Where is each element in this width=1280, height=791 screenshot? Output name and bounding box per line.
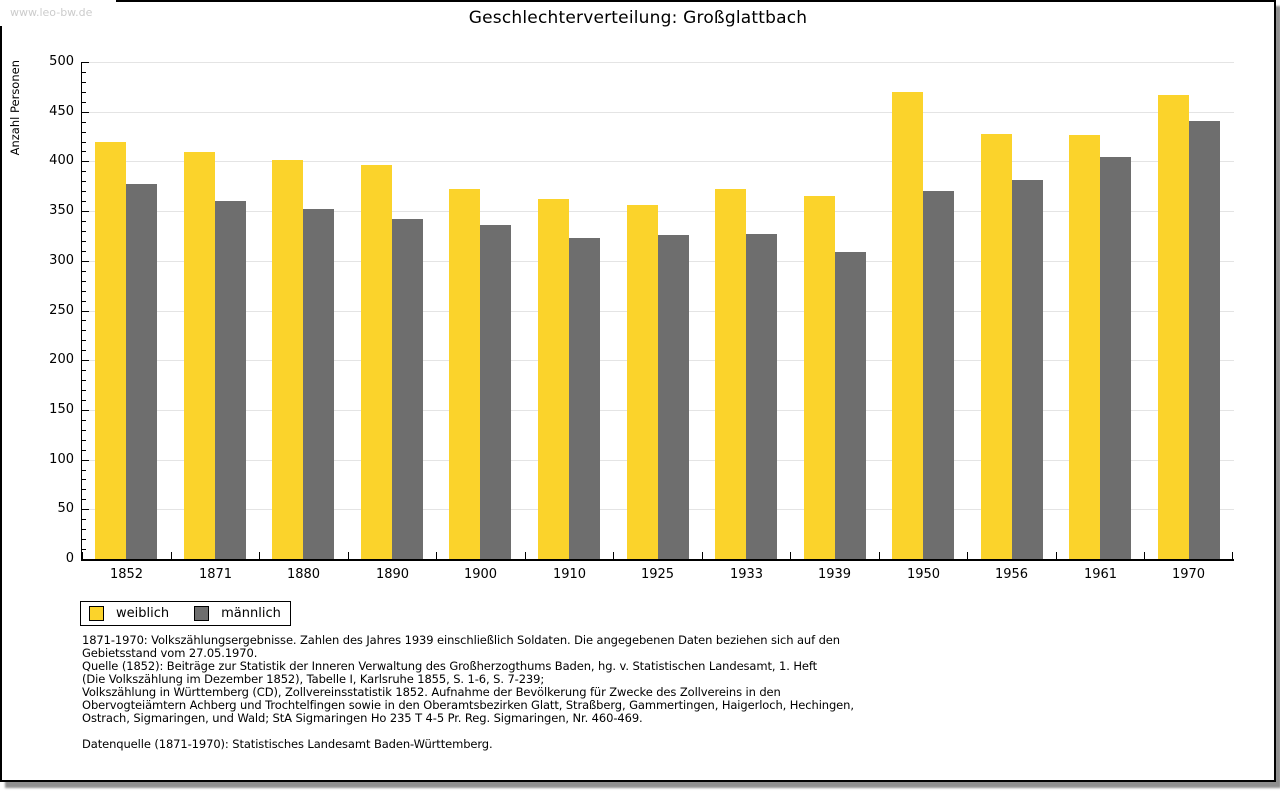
bar-weiblich-1890 <box>361 165 392 559</box>
y-minor-tick <box>82 549 86 550</box>
gridline <box>82 161 1234 162</box>
legend-label-weiblich: weiblich <box>116 606 170 621</box>
y-tick-label: 450 <box>49 104 74 119</box>
y-major-tick <box>82 311 89 312</box>
x-tick-label: 1880 <box>286 567 321 582</box>
x-boundary-tick <box>613 552 614 559</box>
bar-weiblich-1925 <box>627 205 658 559</box>
x-boundary-tick <box>82 552 83 559</box>
y-minor-tick <box>82 142 86 143</box>
y-minor-tick <box>82 251 86 252</box>
y-minor-tick <box>82 330 86 331</box>
footnote-line: Obervogteiämtern Achberg und Trochtelfingen sowie in den Oberamtsbezirken Glatt, Straßberg, Gammertingen, Haigerloch, Hechingen, <box>82 698 854 712</box>
y-major-tick <box>82 509 89 510</box>
bar-weiblich-1956 <box>981 134 1012 559</box>
y-minor-tick <box>82 191 86 192</box>
y-minor-tick <box>82 420 86 421</box>
gridline <box>82 62 1234 63</box>
bar-weiblich-1970 <box>1158 95 1189 559</box>
bar-männlich-1871 <box>215 201 246 559</box>
x-tick-label: 1956 <box>994 567 1029 582</box>
x-tick-label: 1933 <box>729 567 764 582</box>
bar-weiblich-1910 <box>538 199 569 559</box>
plot-area <box>49 54 1234 582</box>
y-minor-tick <box>82 92 86 93</box>
x-tick-label: 1970 <box>1171 567 1206 582</box>
y-minor-tick <box>82 181 86 182</box>
x-tick-label: 1890 <box>375 567 410 582</box>
site-watermark: www.leo-bw.de <box>0 0 116 26</box>
y-minor-tick <box>82 82 86 83</box>
y-minor-tick <box>82 281 86 282</box>
y-minor-tick <box>82 72 86 73</box>
y-minor-tick <box>82 271 86 272</box>
bar-männlich-1956 <box>1012 180 1043 559</box>
bar-weiblich-1900 <box>449 189 480 559</box>
x-boundary-tick <box>171 552 172 559</box>
y-minor-tick <box>82 440 86 441</box>
bar-weiblich-1950 <box>892 92 923 559</box>
x-boundary-tick <box>436 552 437 559</box>
bar-weiblich-1961 <box>1069 135 1100 559</box>
x-tick-label: 1852 <box>109 567 144 582</box>
x-tick-label: 1939 <box>817 567 852 582</box>
y-minor-tick <box>82 479 86 480</box>
y-minor-tick <box>82 102 86 103</box>
y-minor-tick <box>82 489 86 490</box>
bar-männlich-1925 <box>658 235 689 559</box>
y-minor-tick <box>82 400 86 401</box>
bar-männlich-1933 <box>746 234 777 559</box>
y-minor-tick <box>82 221 86 222</box>
y-minor-tick <box>82 320 86 321</box>
x-tick-label: 1950 <box>906 567 941 582</box>
footnotes <box>82 634 854 751</box>
bar-männlich-1900 <box>480 225 511 559</box>
footnote-line: Volkszählung in Württemberg (CD), Zollvereinsstatistik 1852. Aufnahme der Bevölkerung für Zwecke des Zollvereins in den <box>82 685 781 699</box>
x-boundary-tick <box>259 552 260 559</box>
y-minor-tick <box>82 519 86 520</box>
bar-männlich-1970 <box>1189 121 1220 559</box>
y-major-tick <box>82 112 89 113</box>
bar-männlich-1852 <box>126 184 157 559</box>
y-minor-tick <box>82 390 86 391</box>
y-tick-label: 300 <box>49 253 74 268</box>
bar-weiblich-1852 <box>95 142 126 559</box>
legend-swatch-weiblich <box>89 606 104 621</box>
legend <box>80 601 291 626</box>
y-tick-label: 0 <box>65 551 74 566</box>
y-major-tick <box>82 161 89 162</box>
y-minor-tick <box>82 499 86 500</box>
y-minor-tick <box>82 301 86 302</box>
bar-männlich-1961 <box>1100 157 1131 559</box>
footnote-line: 1871-1970: Volkszählungsergebnisse. Zahlen des Jahres 1939 einschließlich Soldaten. Die angegebenen Daten beziehen sich auf den <box>82 633 840 647</box>
x-boundary-tick <box>1232 552 1233 559</box>
y-minor-tick <box>82 529 86 530</box>
bar-weiblich-1880 <box>272 160 303 559</box>
y-minor-tick <box>82 450 86 451</box>
y-minor-tick <box>82 201 86 202</box>
y-tick-label: 500 <box>49 54 74 69</box>
bar-männlich-1880 <box>303 209 334 559</box>
y-minor-tick <box>82 340 86 341</box>
gridline <box>82 211 1234 212</box>
x-tick-label: 1961 <box>1083 567 1118 582</box>
y-axis-label: Anzahl Personen <box>8 60 22 156</box>
y-tick-label: 50 <box>57 501 74 516</box>
x-boundary-tick <box>1056 552 1057 559</box>
y-minor-tick <box>82 122 86 123</box>
bar-weiblich-1933 <box>715 189 746 559</box>
y-major-tick <box>82 211 89 212</box>
chart-title: Geschlechterverteilung: Großglattbach <box>468 8 808 28</box>
bar-männlich-1890 <box>392 219 423 559</box>
x-tick-label: 1910 <box>552 567 587 582</box>
y-minor-tick <box>82 430 86 431</box>
y-minor-tick <box>82 350 86 351</box>
x-boundary-tick <box>702 552 703 559</box>
bar-weiblich-1871 <box>184 152 215 559</box>
bar-männlich-1910 <box>569 238 600 559</box>
y-minor-tick <box>82 241 86 242</box>
y-major-tick <box>82 261 89 262</box>
x-tick-label: 1925 <box>640 567 675 582</box>
gridline <box>82 112 1234 113</box>
x-boundary-tick <box>967 552 968 559</box>
datasource-line: Datenquelle (1871-1970): Statistisches Landesamt Baden-Württemberg. <box>82 737 493 751</box>
footnote-line: (Die Volkszählung im Dezember 1852), Tabelle I, Karlsruhe 1855, S. 1-6, S. 7-239; <box>82 672 545 686</box>
y-tick-label: 100 <box>49 452 74 467</box>
y-minor-tick <box>82 231 86 232</box>
bar-weiblich-1939 <box>804 196 835 559</box>
legend-swatch-maennlich <box>194 606 209 621</box>
y-tick-label: 250 <box>49 303 74 318</box>
y-minor-tick <box>82 470 86 471</box>
y-minor-tick <box>82 370 86 371</box>
bar-männlich-1950 <box>923 191 954 559</box>
y-major-tick <box>82 62 89 63</box>
x-boundary-tick <box>348 552 349 559</box>
y-tick-label: 350 <box>49 203 74 218</box>
y-minor-tick <box>82 291 86 292</box>
legend-label-maennlich: männlich <box>221 606 281 621</box>
bar-männlich-1939 <box>835 252 866 559</box>
footnote-line: Gebietsstand vom 27.05.1970. <box>82 646 258 660</box>
y-tick-label: 150 <box>49 402 74 417</box>
y-minor-tick <box>82 132 86 133</box>
x-boundary-tick <box>525 552 526 559</box>
y-tick-label: 200 <box>49 352 74 367</box>
y-major-tick <box>82 360 89 361</box>
y-minor-tick <box>82 171 86 172</box>
y-minor-tick <box>82 380 86 381</box>
y-minor-tick <box>82 539 86 540</box>
footnote-line: Quelle (1852): Beiträge zur Statistik der Inneren Verwaltung des Großherzogthums Baden, hg. v. Statistischen Landesamt, 1. Heft <box>82 659 818 673</box>
y-major-tick <box>82 410 89 411</box>
x-boundary-tick <box>879 552 880 559</box>
footnote-line: Ostrach, Sigmaringen, und Wald; StA Sigmaringen Ho 235 T 4-5 Pr. Reg. Sigmaringen, Nr. 460-469. <box>82 711 643 725</box>
y-minor-tick <box>82 151 86 152</box>
y-tick-label: 400 <box>49 153 74 168</box>
x-tick-label: 1900 <box>463 567 498 582</box>
x-tick-label: 1871 <box>198 567 233 582</box>
x-boundary-tick <box>790 552 791 559</box>
y-major-tick <box>82 460 89 461</box>
x-boundary-tick <box>1144 552 1145 559</box>
